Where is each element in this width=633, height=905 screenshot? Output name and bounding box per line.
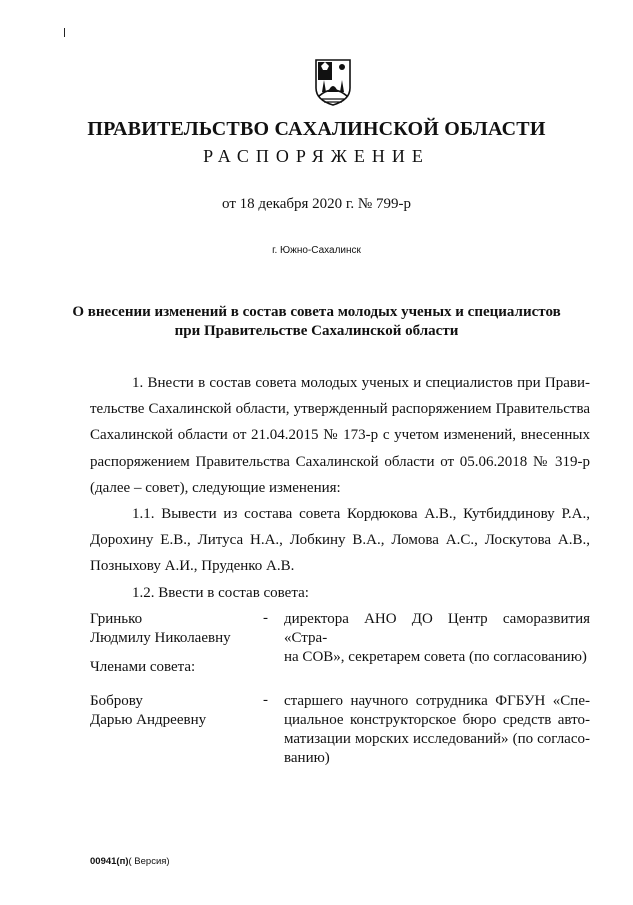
- member-role: [284, 610, 590, 667]
- member-surname: Гринько: [90, 611, 143, 627]
- paragraph-1-1-line: Дорохину Е.В., Литуса Н.А., Лобкину В.А., Ломова А.С., Лоскутова А.В.,: [90, 532, 590, 549]
- document-city: г. Южно-Сахалинск: [272, 245, 361, 256]
- paragraph-1-line: Сахалинской области от 21.04.2015 № 173-р с учетом изменений, внесенных: [90, 427, 590, 444]
- member-role-line: директора АНО ДО Центр саморазвития «Стра-: [284, 611, 590, 646]
- paragraph-1-2-line: 1.2. Ввести в состав совета:: [132, 585, 309, 601]
- document-subject: [0, 303, 633, 341]
- paragraph-1-1: [90, 501, 590, 580]
- subject-line-1: О внесении изменений в состав совета молодых ученых и специалистов: [72, 304, 561, 320]
- member-surname: Боброву: [90, 693, 143, 709]
- document-footer: [90, 856, 170, 867]
- paragraph-1-line: (далее – совет), следующие изменения:: [90, 479, 341, 496]
- paragraph-1-2: [90, 580, 590, 606]
- footer-code: 00941(п): [90, 856, 129, 867]
- entry-dash: -: [263, 692, 268, 708]
- member-given-names: Людмилу Николаевну: [90, 630, 231, 646]
- paragraph-1-1-line: 1.1. Вывести из состава совета Кордюкова А.В., Кутбиддинову Р.А.,: [132, 506, 590, 522]
- coat-of-arms-icon: [313, 58, 353, 106]
- member-role-line: циальное конструкторское бюро средств авто-: [284, 712, 590, 728]
- member-role-line: матизации морских исследований» (по согласо-: [284, 731, 590, 747]
- member-given-names: Дарью Андреевну: [90, 712, 207, 728]
- paragraph-1-line: тельстве Сахалинской области, утвержденный распоряжением Правительства: [90, 401, 590, 418]
- member-name: [90, 610, 231, 648]
- scan-mark: [64, 28, 65, 37]
- member-role-line: на СОВ», секретарем совета (по согласованию): [284, 649, 587, 665]
- member-role-line: ванию): [284, 750, 330, 766]
- entry-dash: -: [263, 610, 268, 626]
- document-date-number: от 18 декабря 2020 г. № 799-р: [222, 196, 411, 212]
- organization-title: ПРАВИТЕЛЬСТВО САХАЛИНСКОЙ ОБЛАСТИ: [87, 118, 546, 140]
- paragraph-1-line: распоряжением Правительства Сахалинской области от 05.06.2018 № 319-р: [90, 453, 590, 470]
- member-role-line: старшего научного сотрудника ФГБУН «Спе-: [284, 693, 590, 709]
- paragraph-1-1-line: Позныхову А.И., Пруденко А.В.: [90, 558, 295, 575]
- member-name: [90, 692, 206, 730]
- document-type: РАСПОРЯЖЕНИЕ: [203, 146, 430, 166]
- members-heading: Членами совета:: [90, 659, 196, 675]
- subject-line-2: при Правительстве Сахалинской области: [174, 323, 459, 339]
- paragraph-1-line: 1. Внести в состав совета молодых ученых и специалистов при Прави-: [132, 375, 590, 391]
- paragraph-1: [90, 370, 590, 501]
- member-role: [284, 692, 590, 768]
- footer-version: ( Версия): [128, 856, 170, 867]
